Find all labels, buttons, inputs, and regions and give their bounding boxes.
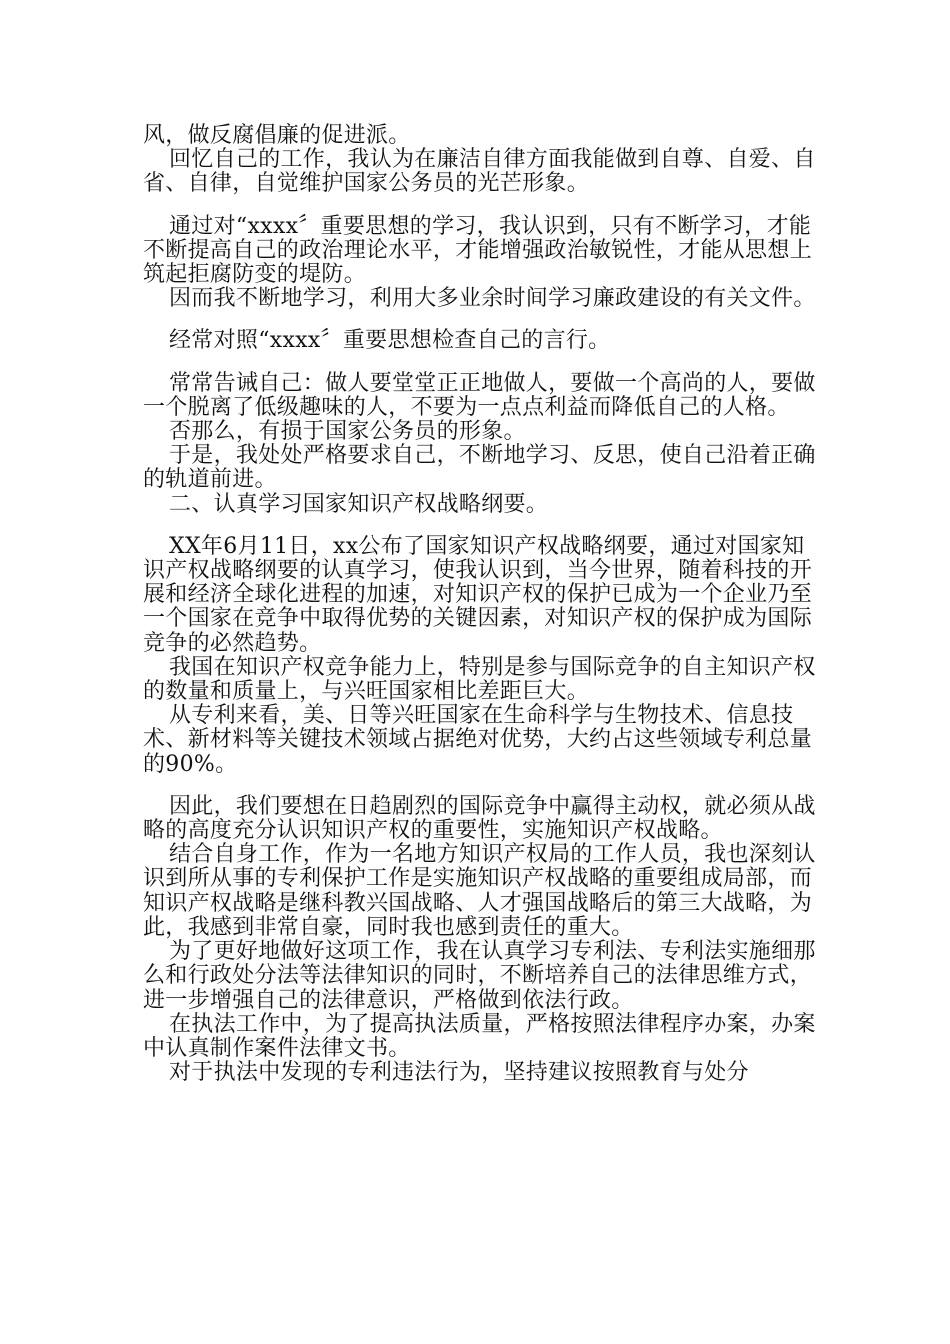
paragraph: 经常对照“xxxx〞重要思想检查自己的言行。 <box>169 328 611 354</box>
paragraph: 因此，我们要想在日趋剧烈的国际竞争中赢得主动权，就必须从战略的高度充分认识知识产权的重要性，实施知识产权战略。 <box>143 793 816 844</box>
paragraph: 回忆自己的工作，我认为在廉洁自律方面我能做到自尊、自爱、自省、自律，自觉维护国家公务员的光芒形象。 <box>143 147 816 197</box>
paragraph: XX年6月11日，xx公布了国家知识产权战略纲要，通过对国家知识产权战略纲要的认真学习，使我认识到，当今世界，随着科技的开展和经济全球化进程的加速，对知识产权的保护已成为一个企业乃至一个国家在竞争中取得优势的关键因素，对知识产权的保护成为国际竞争的必然趋势。 <box>143 533 813 656</box>
paragraph: 结合自身工作，作为一名地方知识产权局的工作人员，我也深刻认识到所从事的专利保护工作是实施知识产权战略的重要组成局部，而知识产权战略是继科教兴国战略、人才强国战略后的第三大战略，为此，我感到非常自豪，同时我也感到责任的重大。 <box>143 842 816 940</box>
paragraph: 为了更好地做好这项工作，我在认真学习专利法、专利法实施细那么和行政处分法等法律知识的同时，不断培养自己的法律思维方式，进一步增强自己的法律意识，严格做到依法行政。 <box>143 939 816 1013</box>
paragraph: 否那么，有损于国家公务员的形象。 <box>169 419 526 445</box>
document-body <box>143 124 823 1085</box>
paragraph: 对于执法中发现的专利违法行为，坚持建议按照教育与处分 <box>169 1060 749 1086</box>
paragraph: 于是，我处处严格要求自己，不断地学习、反思，使自己沿着正确的轨道前进。 <box>143 443 816 493</box>
paragraph: 通过对“xxxx〞重要思想的学习，我认识到，只有不断学习，才能不断提高自己的政治理论水平，才能增强政治敏锐性，才能从思想上筑起拒腐防变的堤防。 <box>143 213 813 288</box>
paragraph-continuation: 风，做反腐倡廉的促进派。 <box>143 123 411 148</box>
section-heading: 二、认真学习国家知识产权战略纲要。 <box>169 491 549 517</box>
paragraph: 因而我不断地学习，利用大多业余时间学习廉政建设的有关文件。 <box>169 286 816 312</box>
paragraph: 我国在知识产权竞争能力上，特别是参与国际竞争的自主知识产权的数量和质量上，与兴旺国家相比差距巨大。 <box>143 654 816 705</box>
paragraph: 从专利来看，美、日等兴旺国家在生命科学与生物技术、信息技术、新材料等关键技术领域占据绝对优势，大约占这些领域专利总量的90%。 <box>143 703 813 777</box>
paragraph: 常常告诫自己：做人要堂堂正正地做人，要做一个高尚的人，要做一个脱离了低级趣味的人，不要为一点点利益而降低自己的人格。 <box>143 370 816 420</box>
paragraph: 在执法工作中，为了提高执法质量，严格按照法律程序办案，办案中认真制作案件法律文书。 <box>143 1011 816 1061</box>
